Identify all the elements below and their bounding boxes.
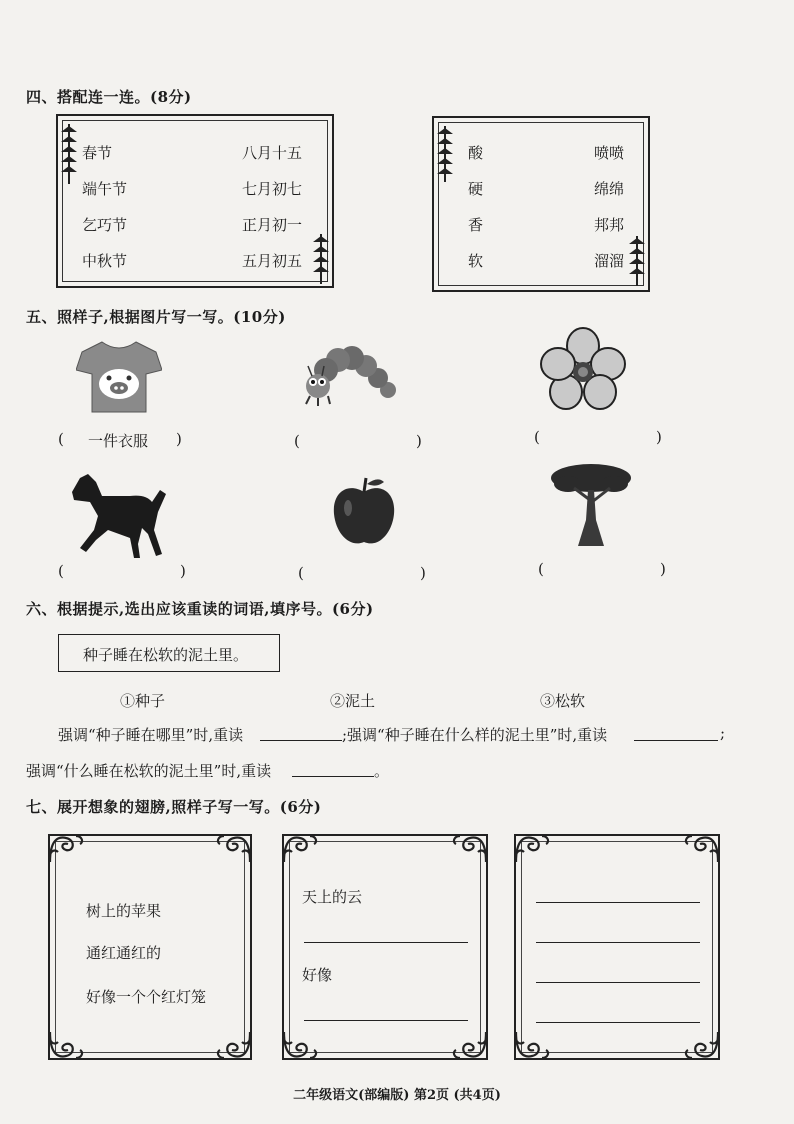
sentence-text: 种子睡在松软的泥土里。	[83, 646, 249, 664]
writing-line[interactable]	[536, 902, 700, 903]
writing-line[interactable]	[536, 942, 700, 943]
answer-field-5[interactable]	[314, 564, 414, 582]
section5-title: 五、照样子,根据图片写一写。(10分)	[26, 308, 286, 326]
date-item: 七月初七	[242, 180, 303, 198]
answer-field-6[interactable]	[554, 560, 654, 578]
corner-ornament-icon	[450, 1028, 490, 1062]
festival-item: 春节	[82, 144, 113, 162]
answer-open-paren: (	[58, 562, 64, 580]
section6-title: 六、根据提示,选出应该重读的词语,填序号。(6分)	[26, 600, 374, 618]
prompt-b: ;强调“种子睡在什么样的泥土里”时,重读	[342, 726, 608, 744]
tree-icon	[548, 460, 634, 548]
answer-open-paren: (	[298, 564, 304, 582]
section7-title: 七、展开想象的翅膀,照样子写一写。(6分)	[26, 798, 322, 816]
option-1: ①种子	[120, 692, 166, 710]
festival-item: 乞巧节	[82, 216, 128, 234]
festival-item: 端午节	[82, 180, 128, 198]
sentence-box	[58, 634, 280, 672]
corner-ornament-icon	[682, 832, 722, 866]
word-item: 香	[468, 216, 484, 234]
writing-frame-blank	[514, 834, 720, 1060]
date-item: 八月十五	[242, 144, 303, 162]
writing-line[interactable]	[536, 1022, 700, 1023]
section4-title: 四、搭配连一连。(8分)	[26, 88, 192, 106]
corner-ornament-icon	[214, 832, 254, 866]
answer-close-paren: )	[420, 564, 426, 582]
answer-blank-b[interactable]	[634, 740, 718, 741]
prompt-c-end: 。	[374, 762, 390, 780]
example-line-3: 好像一个个红灯笼	[86, 988, 207, 1006]
writing-frame-clouds	[282, 834, 488, 1060]
decor-pine-icon	[436, 126, 454, 182]
answer-field-2[interactable]	[310, 432, 410, 450]
writing-line[interactable]	[304, 942, 468, 943]
answer-open-paren: (	[534, 428, 540, 446]
corner-ornament-icon	[214, 1028, 254, 1062]
decor-pine-icon	[628, 236, 646, 286]
corner-ornament-icon	[512, 832, 552, 866]
suffix-item: 溜溜	[594, 252, 625, 270]
answer-open-paren: (	[538, 560, 544, 578]
matching-box-words	[432, 116, 650, 292]
suffix-item: 喷喷	[594, 144, 625, 162]
answer-close-paren: )	[660, 560, 666, 578]
frame2-line-1: 天上的云	[302, 888, 363, 906]
corner-ornament-icon	[46, 832, 86, 866]
corner-ornament-icon	[450, 832, 490, 866]
festival-item: 中秋节	[82, 252, 128, 270]
matching-box-festivals	[56, 114, 334, 288]
example-frame	[48, 834, 252, 1060]
corner-ornament-icon	[280, 832, 320, 866]
answer-field-3[interactable]	[550, 428, 650, 446]
writing-line[interactable]	[304, 1020, 468, 1021]
suffix-item: 绵绵	[594, 180, 625, 198]
answer-field-4[interactable]	[74, 562, 174, 580]
caterpillar-icon	[300, 340, 396, 412]
corner-ornament-icon	[682, 1028, 722, 1062]
decor-pine-icon	[60, 124, 78, 184]
answer-open-paren: (	[294, 432, 300, 450]
corner-ornament-icon	[512, 1028, 552, 1062]
writing-line[interactable]	[536, 982, 700, 983]
prompt-a: 强调“种子睡在哪里”时,重读	[58, 726, 244, 744]
answer-close-paren: )	[180, 562, 186, 580]
frame2-line-2: 好像	[302, 966, 333, 984]
apple-icon	[332, 474, 396, 548]
suffix-item: 邦邦	[594, 216, 625, 234]
flower-icon	[540, 326, 626, 414]
answer-field-1[interactable]: 一件衣服	[88, 432, 149, 450]
corner-ornament-icon	[46, 1028, 86, 1062]
answer-blank-c[interactable]	[292, 776, 374, 777]
horse-icon	[68, 472, 168, 560]
example-line-1: 树上的苹果	[86, 902, 162, 920]
word-item: 硬	[468, 180, 484, 198]
answer-open-paren: (	[58, 430, 64, 448]
date-item: 正月初一	[242, 216, 303, 234]
answer-close-paren: )	[656, 428, 662, 446]
corner-ornament-icon	[280, 1028, 320, 1062]
answer-blank-a[interactable]	[260, 740, 342, 741]
word-item: 酸	[468, 144, 484, 162]
prompt-b-end: ;	[720, 724, 726, 742]
answer-close-paren: )	[416, 432, 422, 450]
answer-close-paren: )	[176, 430, 182, 448]
tshirt-icon	[76, 340, 162, 414]
option-3: ③松软	[540, 692, 586, 710]
date-item: 五月初五	[242, 252, 303, 270]
word-item: 软	[468, 252, 484, 270]
example-line-2: 通红通红的	[86, 944, 162, 962]
option-2: ②泥土	[330, 692, 376, 710]
decor-pine-icon	[312, 234, 330, 284]
page-footer: 二年级语文(部编版) 第2页 (共4页)	[293, 1088, 501, 1103]
prompt-c: 强调“什么睡在松软的泥土里”时,重读	[26, 762, 272, 780]
